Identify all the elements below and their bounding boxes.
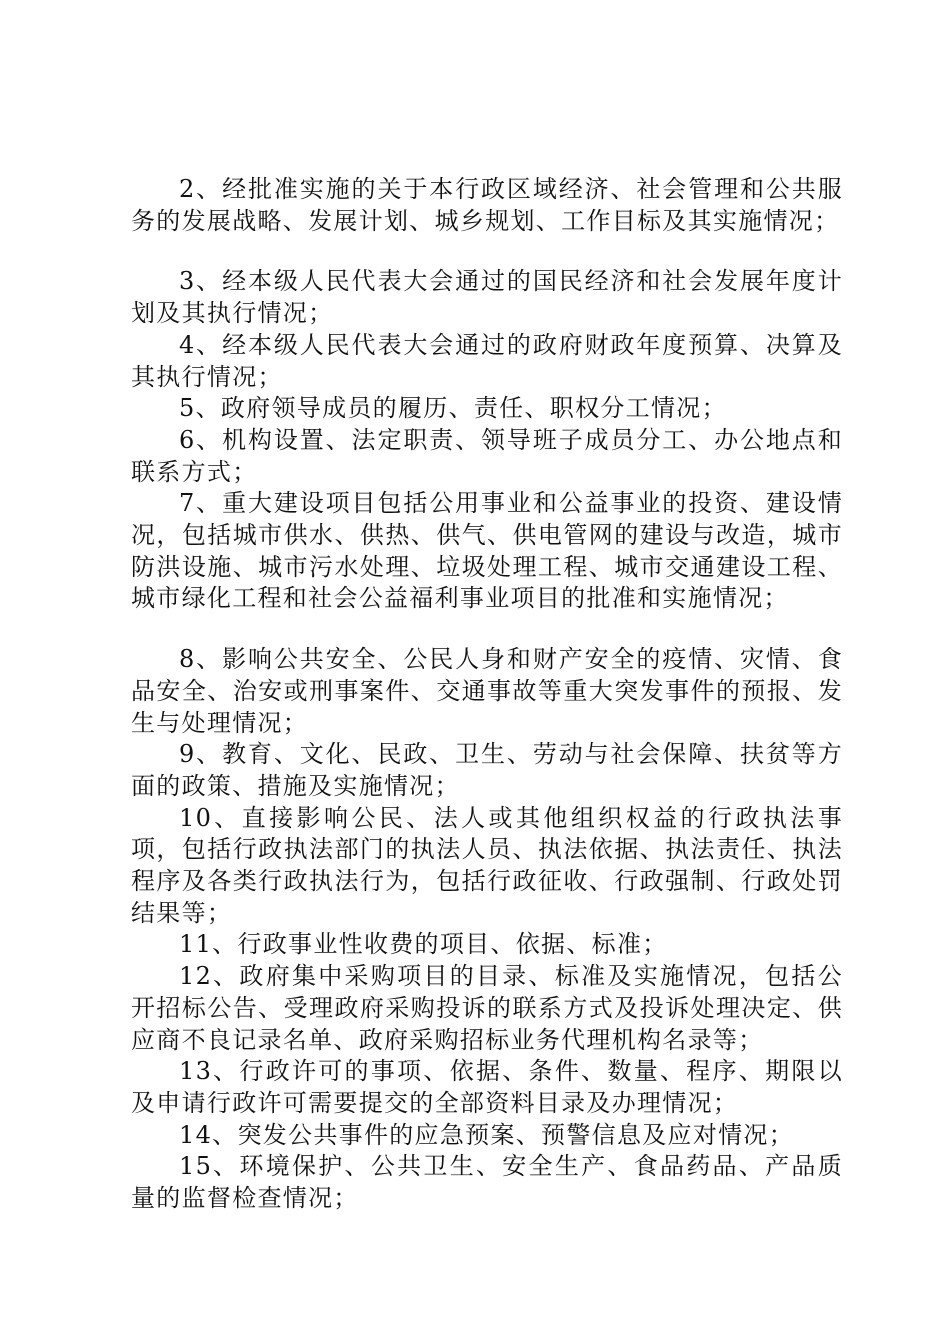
list-item: 11、行政事业性收费的项目、依据、标准； [179,930,668,959]
list-item: 10、直接影响公民、法人或其他组织权益的行政执法事项，包括行政执法部门的执法人员、执法依据、执法责任、执法程序及各类行政执法行为，包括行政征收、行政强制、行政处罚结果等； [131,803,843,927]
list-item: 6、机构设置、法定职责、领导班子成员分工、办公地点和联系方式； [131,425,843,486]
list-item: 13、行政许可的事项、依据、条件、数量、程序、期限以及申请行政许可需要提交的全部资料目录及办理情况； [131,1057,843,1117]
list-item: 3、经本级人民代表大会通过的国民经济和社会发展年度计划及其执行情况； [131,267,843,328]
document-body [131,174,843,1215]
list-item: 14、突发公共事件的应急预案、预警信息及应对情况； [179,1120,795,1149]
list-item: 12、政府集中采购项目的目录、标准及实施情况，包括公开招标公告、受理政府采购投诉的联系方式及投诉处理决定、供应商不良记录名单、政府采购招标业务代理机构名录等； [131,962,843,1054]
list-item: 15、环境保护、公共卫生、安全生产、食品药品、产品质量的监督检查情况； [131,1152,843,1213]
list-item: 8、影响公共安全、公民人身和财产安全的疫情、灾情、食品安全、治安或刑事案件、交通事故等重大突发事件的预报、发生与处理情况； [131,645,843,737]
list-item: 7、重大建设项目包括公用事业和公益事业的投资、建设情况，包括城市供水、供热、供气、供电管网的建设与改造，城市防洪设施、城市污水处理、垃圾处理工程、城市交通建设工程、城市绿化工程和社会公益福利事业项目的批准和实施情况； [131,489,843,613]
list-item: 4、经本级人民代表大会通过的政府财政年度预算、决算及其执行情况； [131,330,843,391]
list-item: 9、教育、文化、民政、卫生、劳动与社会保障、扶贫等方面的政策、措施及实施情况； [131,740,843,800]
list-item: 2、经批准实施的关于本行政区域经济、社会管理和公共服务的发展战略、发展计划、城乡规划、工作目标及其实施情况； [131,175,843,235]
list-item: 5、政府领导成员的履历、责任、职权分工情况； [179,394,727,423]
